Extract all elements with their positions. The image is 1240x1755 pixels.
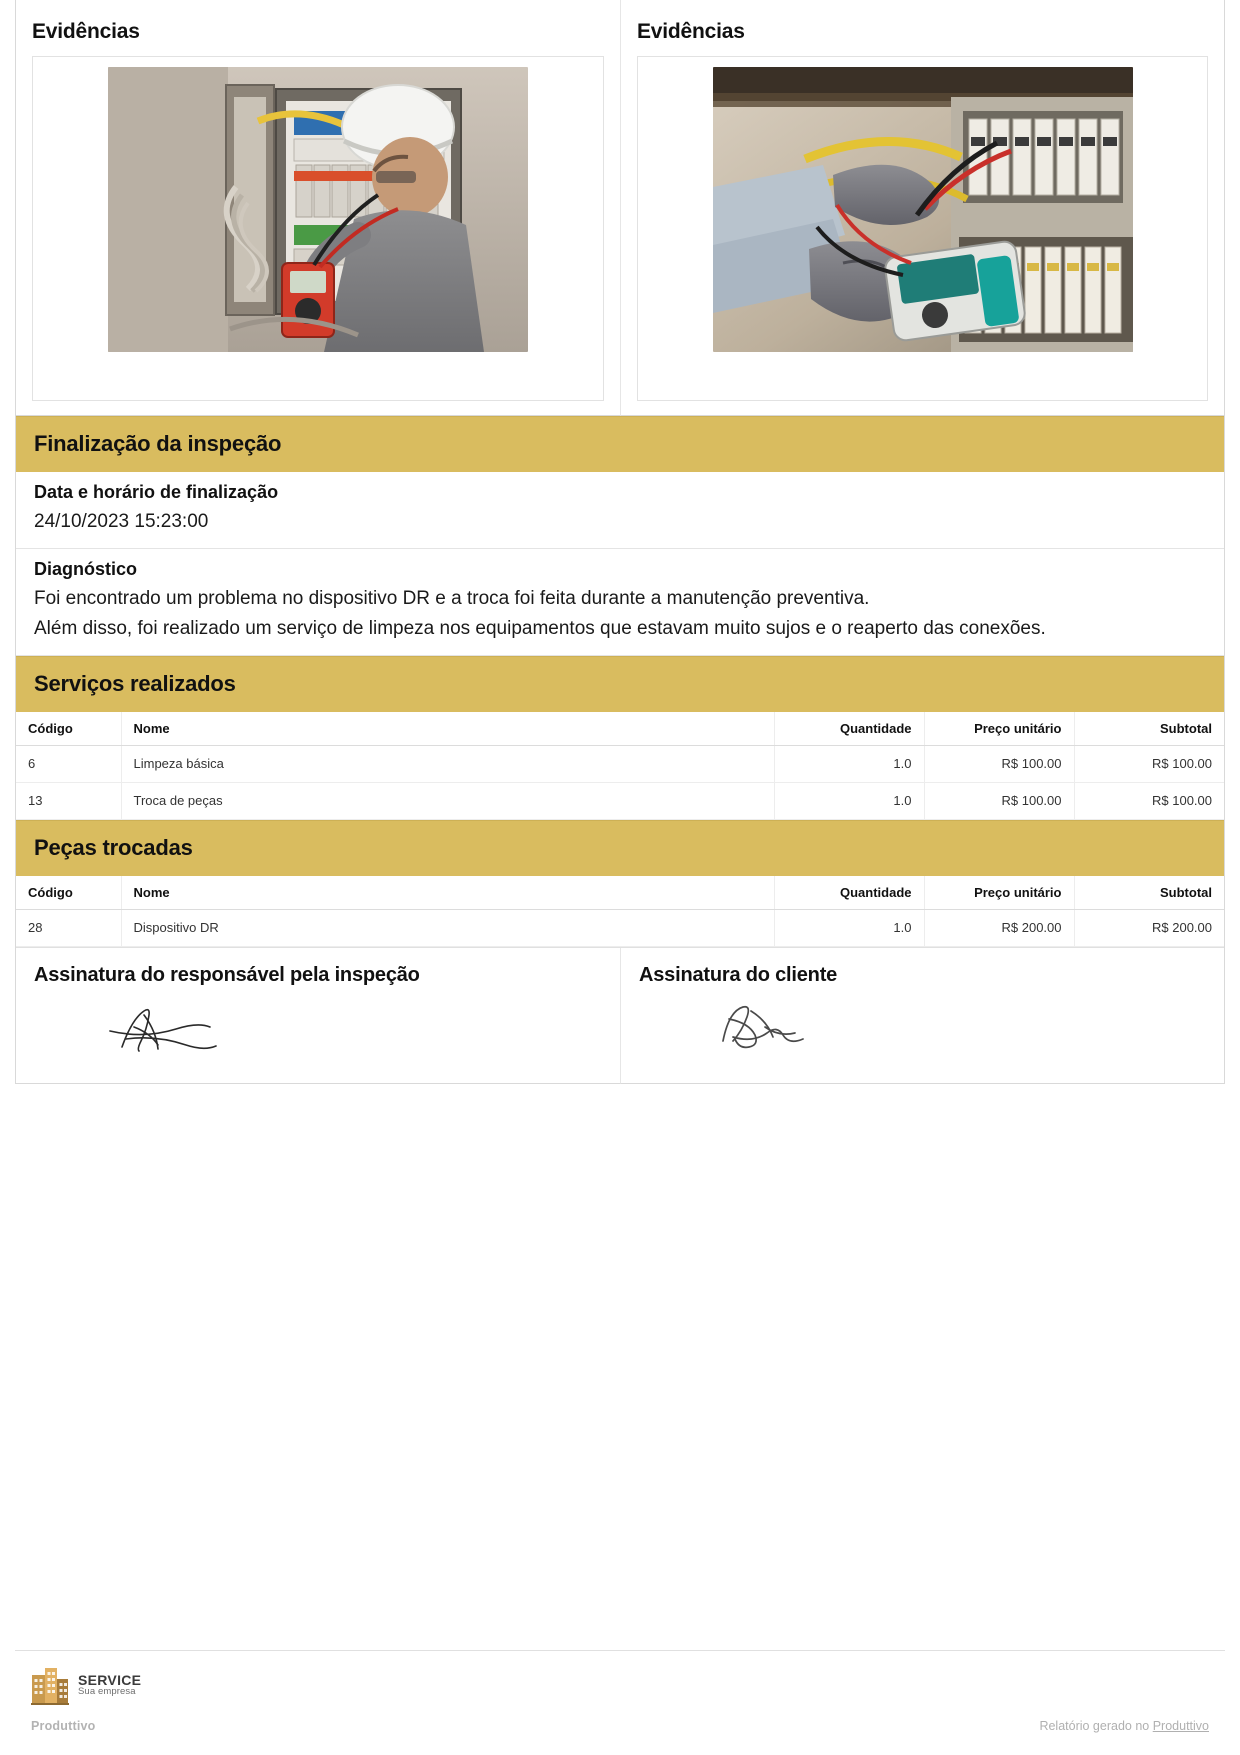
services-table (16, 712, 1224, 820)
section-header-finalizacao: Finalização da inspeção (16, 416, 1224, 472)
diagnosis-value (34, 584, 1206, 643)
signatures-row (16, 947, 1224, 1084)
page-footer (15, 1650, 1225, 1733)
footer-generated-by (1039, 1719, 1209, 1733)
company-logo-text (78, 1673, 141, 1698)
parts-col-codigo: Código (16, 876, 121, 910)
diagnosis-label: Diagnóstico (34, 559, 138, 580)
diagnosis-line-2: Além disso, foi realizado um serviço de limpeza nos equipamentos que estavam muito sujos e o reaperto das conexões. (34, 617, 1046, 639)
evidence-frame-1 (32, 56, 604, 401)
services-col-codigo: Código (16, 712, 121, 746)
evidence-frame-2 (637, 56, 1208, 401)
parts-col-nome: Nome (121, 876, 774, 910)
building-icon (31, 1665, 69, 1705)
cell-subtotal: R$ 100.00 (1074, 746, 1224, 783)
cell-subtotal: R$ 200.00 (1074, 910, 1224, 947)
signature-cell-inspector (16, 948, 620, 1084)
cell-subtotal: R$ 100.00 (1074, 783, 1224, 820)
table-row (16, 783, 1224, 820)
cell-preco: R$ 100.00 (924, 783, 1074, 820)
signature-title-client: Assinatura do cliente (639, 964, 838, 987)
signature-cell-client (620, 948, 1224, 1084)
footer-brand-left: Produttivo (31, 1719, 96, 1733)
services-table-header-row (16, 712, 1224, 746)
evidence-image-2 (713, 67, 1133, 352)
evidence-cell-2 (620, 0, 1224, 416)
cell-codigo: 6 (16, 746, 121, 783)
cell-preco: R$ 200.00 (924, 910, 1074, 947)
field-diagnostico (16, 549, 1224, 656)
table-row (16, 746, 1224, 783)
signature-title-inspector: Assinatura do responsável pela inspeção (34, 964, 420, 987)
table-row (16, 910, 1224, 947)
section-header-pecas: Peças trocadas (16, 820, 1224, 876)
evidence-title-2: Evidências (637, 20, 745, 43)
company-tagline: Sua empresa (78, 1686, 136, 1698)
services-col-subtotal: Subtotal (1074, 712, 1224, 746)
field-datetime (16, 472, 1224, 549)
cell-quantidade: 1.0 (774, 910, 924, 947)
signature-image-client (639, 993, 1206, 1065)
evidences-row (16, 0, 1224, 416)
cell-nome: Troca de peças (121, 783, 774, 820)
section-header-servicos: Serviços realizados (16, 656, 1224, 712)
parts-col-preco: Preço unitário (924, 876, 1074, 910)
evidence-cell-1 (16, 0, 620, 416)
diagnosis-line-1: Foi encontrado um problema no dispositivo DR e a troca foi feita durante a manutenção preventiva. (34, 588, 870, 610)
datetime-label: Data e horário de finalização (34, 482, 279, 502)
cell-quantidade: 1.0 (774, 783, 924, 820)
services-col-preco: Preço unitário (924, 712, 1074, 746)
company-name: SERVICE (78, 1671, 142, 1688)
parts-col-quantidade: Quantidade (774, 876, 924, 910)
cell-quantidade: 1.0 (774, 746, 924, 783)
parts-col-subtotal: Subtotal (1074, 876, 1224, 910)
services-col-nome: Nome (121, 712, 774, 746)
cell-preco: R$ 100.00 (924, 746, 1074, 783)
parts-table (16, 876, 1224, 947)
footer-generated-prefix: Relatório gerado no (1039, 1719, 1153, 1733)
datetime-value: 24/10/2023 15:23:00 (34, 511, 209, 532)
company-logo (15, 1665, 1225, 1705)
signature-image-inspector (34, 993, 602, 1065)
services-col-quantidade: Quantidade (774, 712, 924, 746)
cell-nome: Limpeza básica (121, 746, 774, 783)
parts-table-header-row (16, 876, 1224, 910)
evidence-image-1 (108, 67, 528, 352)
cell-codigo: 28 (16, 910, 121, 947)
cell-nome: Dispositivo DR (121, 910, 774, 947)
footer-bottom-bar (15, 1705, 1225, 1733)
report-document (15, 0, 1225, 1084)
evidence-title-1: Evidências (32, 20, 140, 43)
produttivo-link[interactable]: Produttivo (1152, 1719, 1209, 1733)
cell-codigo: 13 (16, 783, 121, 820)
